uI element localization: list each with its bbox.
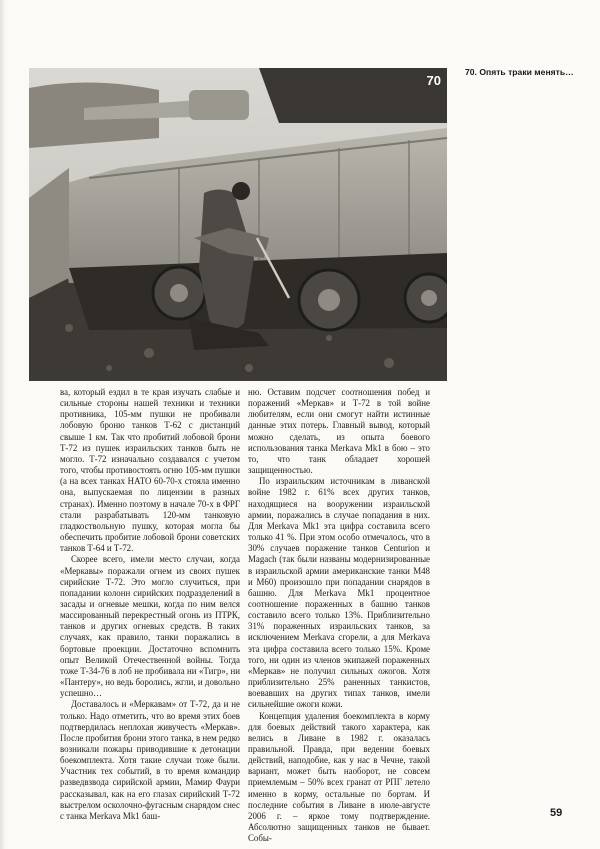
tank-photo xyxy=(29,68,447,381)
photo-caption: 70. Опять траки менять… xyxy=(465,67,574,77)
text-column-right xyxy=(248,387,430,844)
text-column-left xyxy=(60,387,240,822)
paragraph: Концепция удаления боекомплекта в корму для боевых действий такого характера, как велись в Ливане в 1982 г. оказалась правильной. Правда, при ведении боевых действий, наподобие, как у нас в Чечне, такой вариант, может быть наоборот, не совсем приемлемым – 50% всех гранат от РПГ летело именно в корму, остальные по бортам. И последние события в Ливане в июле-августе 2006 г. – яркое тому подтверждение. Абсолютно защищенных танков не бывает. Собы- xyxy=(248,710,430,844)
page-edge-shadow xyxy=(0,0,6,849)
photo-number-badge: 70 xyxy=(426,73,441,88)
merkava-tank-photo xyxy=(29,68,447,381)
paragraph: По израильским источникам в ливанской войне 1982 г. 61% всех других танков, находящиеся на вооружении израильской армии, поражались в случае попадания в них. Для Merkava Mk1 эта цифра составила всего только 41 %. При этом особо отмечалось, что в 30% случаев поражение танков Centurion и Magach (так были названы модернизированные в израильской армии американские танки М48 и М60) произошло при попадании снарядов в башню. Для Merkava Mk1 процентное соотношение пораженных в башню танков составило всего только 13%. Приблизительно 31% пораженных израильских танков, за исключением Merkava сгорели, а для Merkava эта цифра составила всего только 15%. Кроме того, ни один из членов экипажей пораженных «Меркав» не получил сильных ожогов. Хотя приблизительно 25% раненных танкистов, воевавших на других типах танков, имели сильнейшие ожоги кожи. xyxy=(248,476,430,710)
paragraph: Доставалось и «Меркавам» от Т-72, да и не только. Надо отметить, что во время этих боев подтвердилась неплохая живучесть «Меркав». После пробития брони этого танка, в нем редко возникали пожары приводившие к детонации боекомплекта. Хотя такие случаи тоже были. Участник тех событий, в то время командир разведвзвода сирийской армии, Мамир Фаури рассказывал, как на его глазах сирийский Т-72 выстрелом осколочно-фугасным снарядом снес с танка Merkava Mk1 баш- xyxy=(60,699,240,821)
paragraph: ва, который ездил в те края изучать слабые и сильные стороны нашей техники и техники противника, 105-мм пушки не пробивали лобовую броню танков Т-62 с дистанций свыше 1 км. Так что пробитий лобовой брони Т-72 из пушек израильских танков быть не могло. Т-72 изначально создавался с учетом того, чтобы противостоять огню 105-мм пушки (а на всех танках НАТО 60-70-х стояла именно она, выпускаемая по лицензии в разных странах). Именно поэтому в начале 70-х в ФРГ стали разрабатывать 120-мм танковую гладкоствольную пушку, которая могла бы обеспечить пробитие лобовой брони советских танков Т-64 и Т-72. xyxy=(60,387,240,554)
paragraph: Скорее всего, имели место случаи, когда «Меркавы» поражали огнем из своих пушек сирийские Т-72. Это могло случиться, при попадании колонн сирийских подразделений в засады и огневые мешки, когда по ним велся массированный перекрестный огонь из ПТРК, танков и других огневых средств. В таких случаях, как правило, танки поражались в бортовые проекции. Достаточно вспомнить опыт Великой Отечественной войны. Тогда тоже Т-34-76 в лоб не пробивала ни «Тигр», ни «Пантеру», но ведь боролись, жгли, и довольно успешно… xyxy=(60,554,240,699)
paragraph: ню. Оставим подсчет соотношения побед и поражений «Меркав» и Т-72 в той войне любителям, если они смогут найти истинные данные этих потерь. Главный вывод, который можно сделать, из опыта боевого использования танка Merkava Mk1 в бою – это то, что танк обладает хорошей защищенностью. xyxy=(248,387,430,476)
page-number: 59 xyxy=(550,807,563,819)
